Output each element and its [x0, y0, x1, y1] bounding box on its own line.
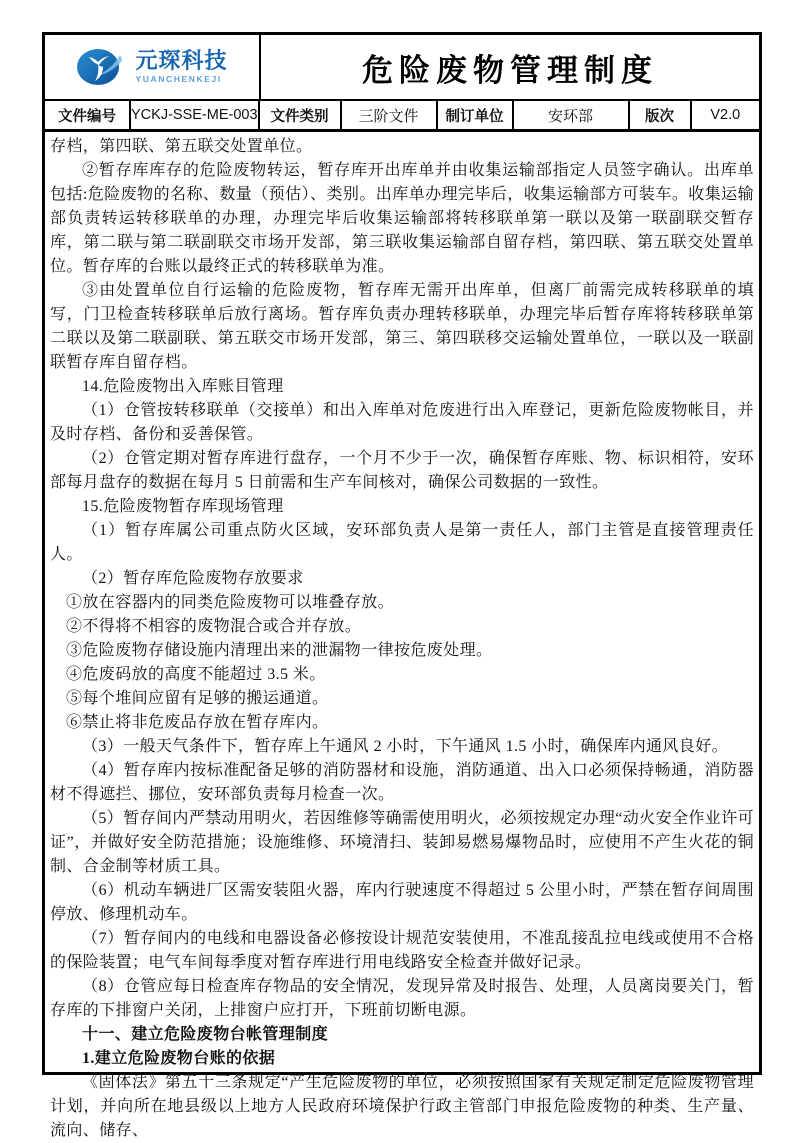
body-paragraph: ⑤每个堆间应留有足够的搬运通道。: [66, 690, 329, 707]
body-paragraph: ③由处置单位自行运输的危险废物，暂存库无需开出库单，但离厂前需完成转移联单的填写，门卫检查转移联单后放行离场。暂存库负责办理转移联单，办理完毕后暂存库将转移联单第二联以及第二联副联、第五联交市场开发部，第三、第四联移交运输处置单位，一联以及一联副联暂存库自留存档。: [50, 282, 754, 371]
meta-label-issuing-dept: 制订单位: [438, 101, 514, 129]
body-paragraph: （6）机动车辆进厂区需安装阻火器，库内行驶速度不得超过 5 公里小时，严禁在暂存间周围停放、修理机动车。: [50, 882, 754, 923]
body-paragraph: （4）暂存库内按标准配备足够的消防器材和设施，消防通道、出入口必须保持畅通，消防器材不得遮拦、挪位，安环部负责每月检查一次。: [50, 762, 754, 803]
body-paragraph: ②暂存库库存的危险废物转运，暂存库开出库单并由收集运输部指定人员签字确认。出库单包括:危险废物的名称、数量（预估）、类别。出库单办理完毕后，收集运输部方可装车。收集运输部负责转运转移联单的办理，办理完毕后收集运输部将转移联单第一联以及第一联副联交暂存库，第二联与第二联副联交市场开发部，第三联收集运输部自留存档，第四联、第五联交处置单位。暂存库的台账以最终正式的转移联单为准。: [50, 162, 754, 275]
body-paragraph: （5）暂存间内严禁动用明火，若因维修等确需使用明火，必须按规定办理“动火安全作业许可证”，并做好安全防范措施；设施维修、环境清扫、装卸易燃易爆物品时，应使用不产生火花的铜制、合金制等材质工具。: [50, 810, 754, 875]
body-paragraph: （2）仓管定期对暂存库进行盘存，一个月不少于一次，确保暂存库账、物、标识相符，安环部每月盘存的数据在每月 5 日前需和生产车间核对，确保公司数据的一致性。: [50, 450, 754, 491]
body-paragraph: （3）一般天气条件下，暂存库上午通风 2 小时，下午通风 1.5 小时，确保库内通风良好。: [82, 738, 729, 755]
body-paragraph: （7）暂存间内的电线和电器设备必修按设计规范安装使用，不准乱接乱拉电线或使用不合格的保险装置；电气车间每季度对暂存库进行用电线路安全检查并做好记录。: [50, 930, 754, 971]
body-paragraph: 存档，第四联、第五联交处置单位。: [50, 138, 313, 155]
document-body: [45, 132, 759, 1139]
meta-label-doc-number: 文件编号: [45, 101, 131, 129]
meta-value-issuing-dept: 安环部: [514, 101, 630, 129]
body-paragraph: 十一、建立危险废物台帐管理制度: [82, 1026, 329, 1043]
meta-value-doc-number: YCKJ-SSE-ME-003: [131, 101, 260, 129]
company-logo-text: [135, 50, 227, 84]
body-paragraph: （1）暂存库属公司重点防火区域，安环部负责人是第一责任人，部门主管是直接管理责任人。: [50, 522, 754, 563]
document-title: 危险废物管理制度: [362, 52, 658, 88]
body-paragraph: 14.危险废物出入库账目管理: [82, 378, 284, 395]
company-name-cn: 元琛科技: [135, 48, 228, 74]
document-frame: [42, 32, 762, 1139]
meta-label-version: 版次: [630, 101, 692, 129]
body-paragraph: ④危废码放的高度不能超过 3.5 米。: [66, 666, 326, 683]
body-paragraph: （1）仓管按转移联单（交接单）和出入库单对危废进行出入库登记，更新危险废物帐目，并及时存档、备份和妥善保管。: [50, 402, 754, 443]
body-paragraph: （8）仓管应每日检查库存物品的安全情况，发现异常及时报告、处理，人员离岗要关门，暂存库的下排窗户关闭，上排窗户应打开，下班前切断电源。: [50, 978, 754, 1019]
body-paragraph: ①放在容器内的同类危险废物可以堆叠存放。: [66, 594, 395, 611]
body-paragraph: （2）暂存库危险废物存放要求: [82, 570, 304, 587]
title-cell: [261, 35, 759, 99]
meta-label-doc-category: 文件类别: [260, 101, 342, 129]
document-meta-row: [45, 101, 759, 132]
meta-value-doc-category: 三阶文件: [342, 101, 438, 129]
body-paragraph: ②不得将不相容的废物混合或合并存放。: [66, 618, 362, 635]
document-header: [45, 35, 759, 101]
body-paragraph: ⑥禁止将非危废品存放在暂存库内。: [66, 714, 329, 731]
body-paragraph: 1.建立危险废物台账的依据: [82, 1050, 276, 1067]
company-logo: [45, 35, 261, 99]
body-paragraph: 《固体法》第五十三条规定“产生危险废物的单位，必须按照国家有关规定制定危险废物管理计划，并向所在地县级以上地方人民政府环境保护行政主管部门申报危险废物的种类、生产量、流向、储存、: [50, 1074, 754, 1139]
meta-value-version: V2.0: [710, 107, 741, 123]
company-logo-icon: [76, 45, 128, 89]
body-paragraph: 15.危险废物暂存库现场管理: [82, 498, 284, 515]
company-name-en: YUANCHENKEJI: [135, 74, 222, 85]
body-paragraph: ③危险废物存储设施内清理出来的泄漏物一律按危废处理。: [66, 642, 493, 659]
